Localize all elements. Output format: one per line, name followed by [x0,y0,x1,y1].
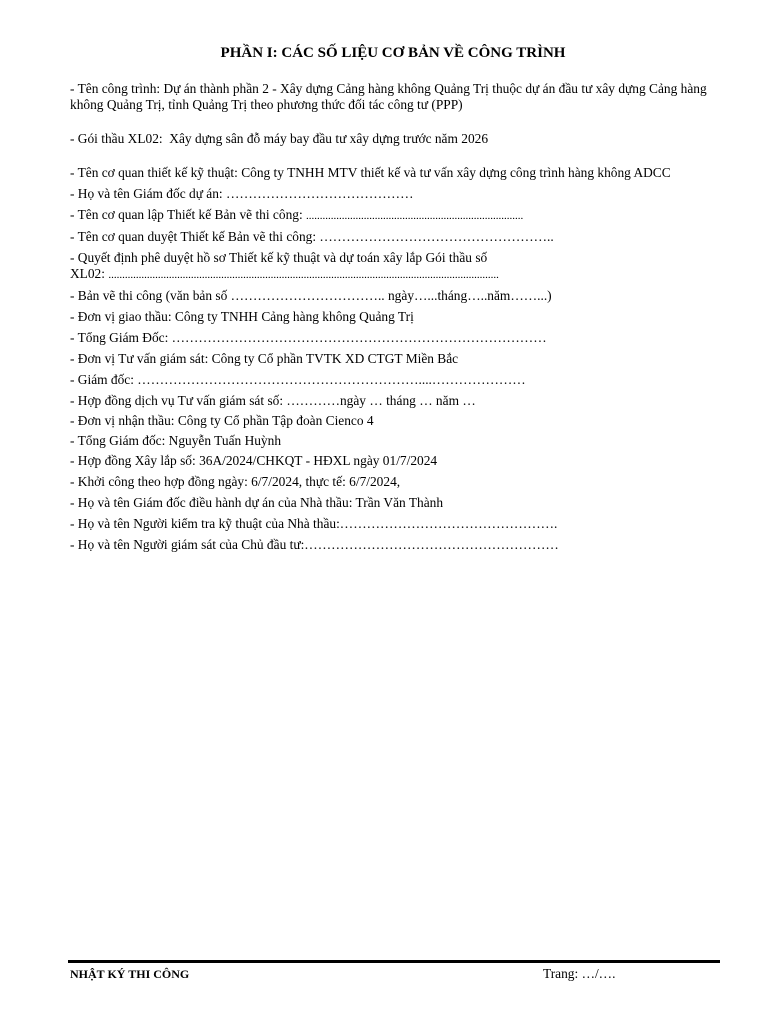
entry-construction-drawing-approver: - Tên cơ quan duyệt Thiết kế Bản vẽ thi công: …………………………………………….. [70,229,554,244]
footer-document-title: NHẬT KÝ THI CÔNG [70,967,190,981]
entry-contractor: - Đơn vị nhận thầu: Công ty Cổ phần Tập đoàn Cienco 4 [70,413,374,428]
entry-supervision-consultant: - Đơn vị Tư vấn giám sát: Công ty Cổ phần TVTK XD CTGT Miền Bắc [70,351,459,366]
entry-construction-drawing-preparer-label: - Tên cơ quan lập Thiết kế Bản vẽ thi công: [70,207,307,222]
page-title: PHẦN I: CÁC SỐ LIỆU CƠ BẢN VỀ CÔNG TRÌNH [220,45,566,61]
footer-divider [68,960,720,963]
project-info-list [70,81,720,553]
entry-supervision-contract: - Hợp đồng dịch vụ Tư vấn giám sát số: …………ngày … tháng … năm … [70,393,476,408]
entry-approval-decision-dots: .............................................................................................................................................. [108,269,499,281]
entry-approval-decision-line1: - Quyết định phê duyệt hồ sơ Thiết kế kỹ thuật và dự toán xây lắp Gói thầu số [70,250,488,265]
entry-design-agency: - Tên cơ quan thiết kế kỹ thuật: Công ty TNHH MTV thiết kế và tư vấn xây dựng công trình hàng không ADCC [70,165,671,180]
entry-client-general-director: - Tổng Giám Đốc: ………………………………………………………………………… [70,330,547,345]
entry-approval-decision [70,250,720,283]
entry-project-director: - Họ và tên Giám đốc dự án: …………………………………… [70,186,414,201]
entry-contractor-project-manager: - Họ và tên Giám đốc điều hành dự án của Nhà thầu: Trần Văn Thành [70,495,444,510]
entry-package: - Gói thầu XL02: Xây dựng sân đỗ máy bay đầu tư xây dựng trước năm 2026 [70,131,489,146]
entry-contractor-technical-inspector: - Họ và tên Người kiểm tra kỹ thuật của Nhà thầu:…………………………………………. [70,516,558,531]
entry-construction-contract: - Hợp đồng Xây lắp số: 36A/2024/CHKQT - HĐXL ngày 01/7/2024 [70,453,438,468]
entry-construction-drawing-preparer-dots: ............................................................................... [306,210,524,222]
entry-commencement: - Khởi công theo hợp đồng ngày: 6/7/2024, thực tế: 6/7/2024, [70,474,401,489]
entry-owner-supervisor: - Họ và tên Người giám sát của Chủ đầu tư:………………………………………………… [70,537,559,552]
entry-project-name: - Tên công trình: Dự án thành phần 2 - Xây dựng Cảng hàng không Quảng Trị thuộc dự án đầu tư xây dựng Cảng hàng không Quảng Trị, tỉnh Quảng Trị theo phương thức đối tác công tư (PPP) [70,81,711,112]
footer-page-number: Trang: …/…. [543,966,616,981]
entry-construction-drawing-doc: - Bản vẽ thi công (văn bản số …………………………….. ngày…...tháng…..năm……...) [70,288,552,303]
entry-construction-drawing-preparer [70,207,720,224]
entry-consultant-director: - Giám đốc: ………………………………………………………....………………… [70,372,526,387]
entry-contractor-general-director: - Tổng Giám đốc: Nguyễn Tuấn Huỳnh [70,433,282,448]
entry-approval-decision-label: XL02: [70,266,109,281]
entry-client: - Đơn vị giao thầu: Công ty TNHH Cảng hàng không Quảng Trị [70,309,414,324]
